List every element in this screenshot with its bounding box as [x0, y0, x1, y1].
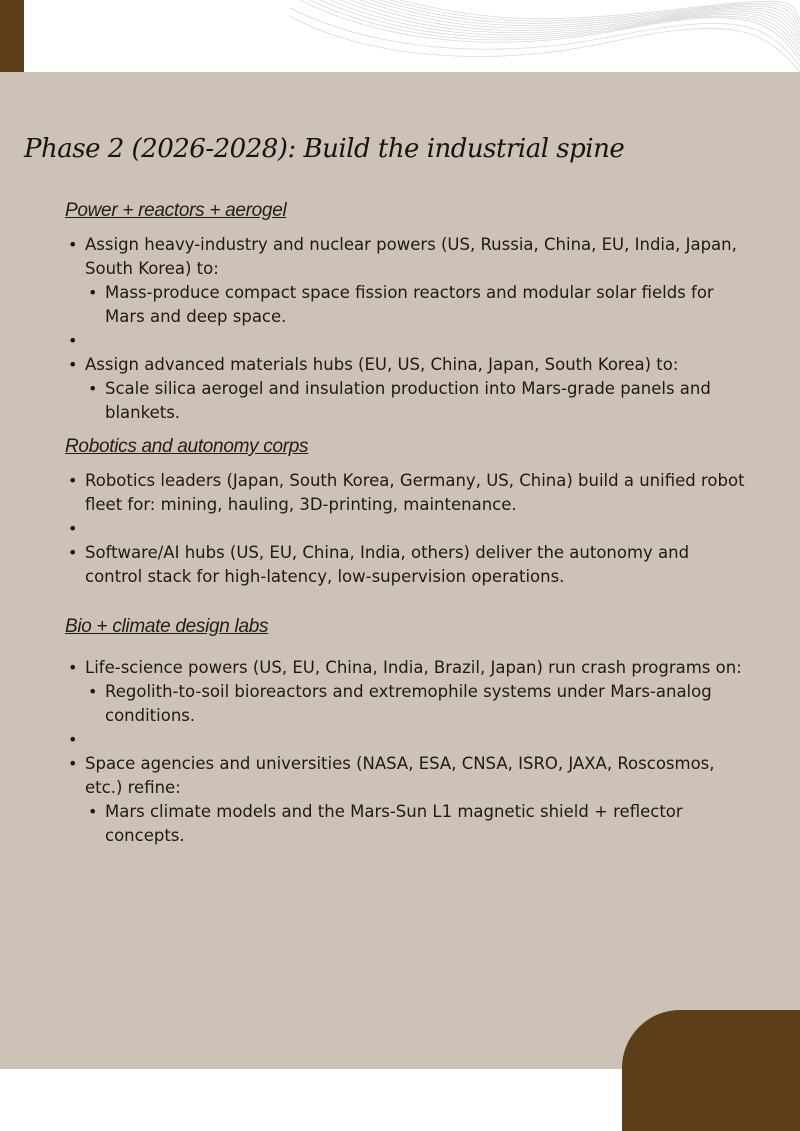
- list-item: [65, 656, 745, 728]
- sub-list-item: • Regolith-to-soil bioreactors and extremophile systems under Mars-analog conditions.: [85, 680, 745, 728]
- top-left-accent-bar: [0, 0, 24, 72]
- list-item: • Software/AI hubs (US, EU, China, India, others) deliver the autonomy and control stack for high-latency, low-supervision operations.: [65, 541, 745, 589]
- sub-list-item: • Mass-produce compact space fission reactors and modular solar fields for Mars and deep space.: [85, 281, 745, 329]
- sub-list-item: • Mars climate models and the Mars-Sun L1 magnetic shield + reflector concepts.: [85, 800, 745, 848]
- list-spacer: [65, 329, 745, 353]
- page-title: Phase 2 (2026-2028): Build the industrial spine: [24, 134, 625, 164]
- sub-list-item: • Scale silica aerogel and insulation production into Mars-grade panels and blankets.: [85, 377, 745, 425]
- sub-list: [85, 281, 745, 329]
- sub-list: [85, 377, 745, 425]
- list-item: • Robotics leaders (Japan, South Korea, Germany, US, China) build a unified robot fleet for: mining, hauling, 3D-printing, maintenance.: [65, 469, 745, 517]
- section-list-bio: [65, 656, 745, 848]
- list-item: [65, 353, 745, 425]
- section-heading-bio: Bio + climate design labs: [65, 616, 269, 637]
- list-spacer: [65, 728, 745, 752]
- section-heading-power: Power + reactors + aerogel: [65, 200, 287, 221]
- section-list-robotics: [65, 469, 745, 589]
- list-item-text: Assign heavy-industry and nuclear powers (US, Russia, China, EU, India, Japan, South Korea) to:: [85, 235, 737, 278]
- list-spacer: [65, 517, 745, 541]
- list-item-text: Life-science powers (US, EU, China, India, Brazil, Japan) run crash programs on:: [85, 658, 742, 677]
- list-item-text: Assign advanced materials hubs (EU, US, China, Japan, South Korea) to:: [85, 355, 679, 374]
- sub-list: [85, 800, 745, 848]
- section-list-power: [65, 233, 745, 425]
- decorative-wave-lines: [290, 0, 800, 72]
- list-item: [65, 233, 745, 329]
- sub-list: [85, 680, 745, 728]
- bottom-right-accent-block: [622, 1010, 800, 1131]
- list-item-text: Space agencies and universities (NASA, ESA, CNSA, ISRO, JAXA, Roscosmos, etc.) refine:: [85, 754, 715, 797]
- list-item: [65, 752, 745, 848]
- section-heading-robotics: Robotics and autonomy corps: [65, 436, 309, 457]
